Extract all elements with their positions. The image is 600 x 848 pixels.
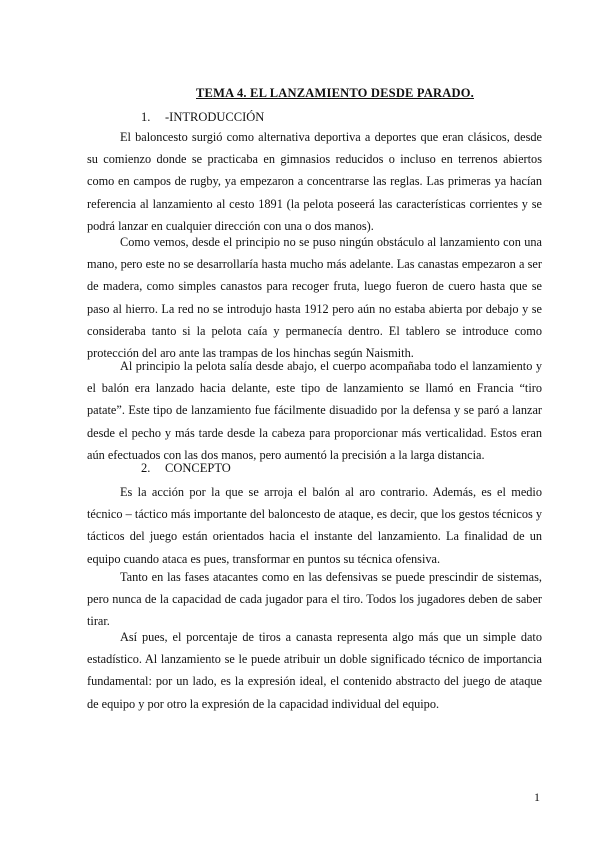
section-heading-text: -INTRODUCCIÓN [165,110,265,124]
document-title: TEMA 4. EL LANZAMIENTO DESDE PARADO. [196,86,474,100]
paragraph: Al principio la pelota salía desde abajo, el cuerpo acompañaba todo el lanzamiento y el balón era lanzado hacia delante, este tipo de lanzamiento se llamó en Francia “tiro patate”. Este tipo de lanzamiento fue fácilmente disuadido por la defensa y se paró a lanzar desde el pecho y más tarde desde la cabeza para proporcionar más verticalidad. Estos eran aún efectuados con las dos manos, pero aumentó la precisión a la larga distancia. [87,359,542,462]
page-number: 1 [534,790,540,804]
paragraph: El baloncesto surgió como alternativa deportiva a deportes que eran clásicos, desde su comienzo donde se practicaba en gimnasios reducidos o incluso en terrenos abiertos como en campos de rugby, ya empezaron a concentrarse las reglas. Las primeras ya hacían referencia al lanzamiento al cesto 1891 (la pelota poseerá las características corrientes y se podrá lanzar en cualquier dirección con una o dos manos). [87,130,542,233]
paragraph: Así pues, el porcentaje de tiros a canasta representa algo más que un simple dato estadístico. Al lanzamiento se le puede atribuir un doble significado técnico de importancia fundamental: por un lado, es la expresión ideal, el contenido abstracto del juego de ataque de equipo y por otro la expresión de la capacidad individual del equipo. [87,630,542,711]
section-number: 1. [141,110,151,124]
paragraph: Es la acción por la que se arroja el balón al aro contrario. Además, es el medio técnico – táctico más importante del baloncesto de ataque, es decir, que los gestos técnicos y tácticos del juego están orientados hacia el instante del lanzamiento. La finalidad de un equipo cuando ataca es pues, transformar en puntos su técnica ofensiva. [87,485,542,566]
paragraph: Tanto en las fases atacantes como en las defensivas se puede prescindir de sistemas, pero nunca de la capacidad de cada jugador para el tiro. Todos los jugadores deben de saber tirar. [87,570,542,629]
section-heading-concepto [141,461,231,476]
paragraph: Como vemos, desde el principio no se puso ningún obstáculo al lanzamiento con una mano, pero este no se desarrollaría hasta mucho más adelante. Las canastas empezaron a ser de madera, como simples canastos para recoger fruta, luego fueron de cuero hasta que se paso al hierro. La red no se introdujo hasta 1912 pero aún no estaba abierta por debajo y se consideraba tanto si la pelota caía y permanecía dentro. El tablero se introduce como protección del aro ante las trampas de los hinchas según Naismith. [87,235,542,361]
section-heading-introduccion [141,110,264,125]
section-heading-text: CONCEPTO [165,461,231,475]
section-number: 2. [141,461,151,475]
